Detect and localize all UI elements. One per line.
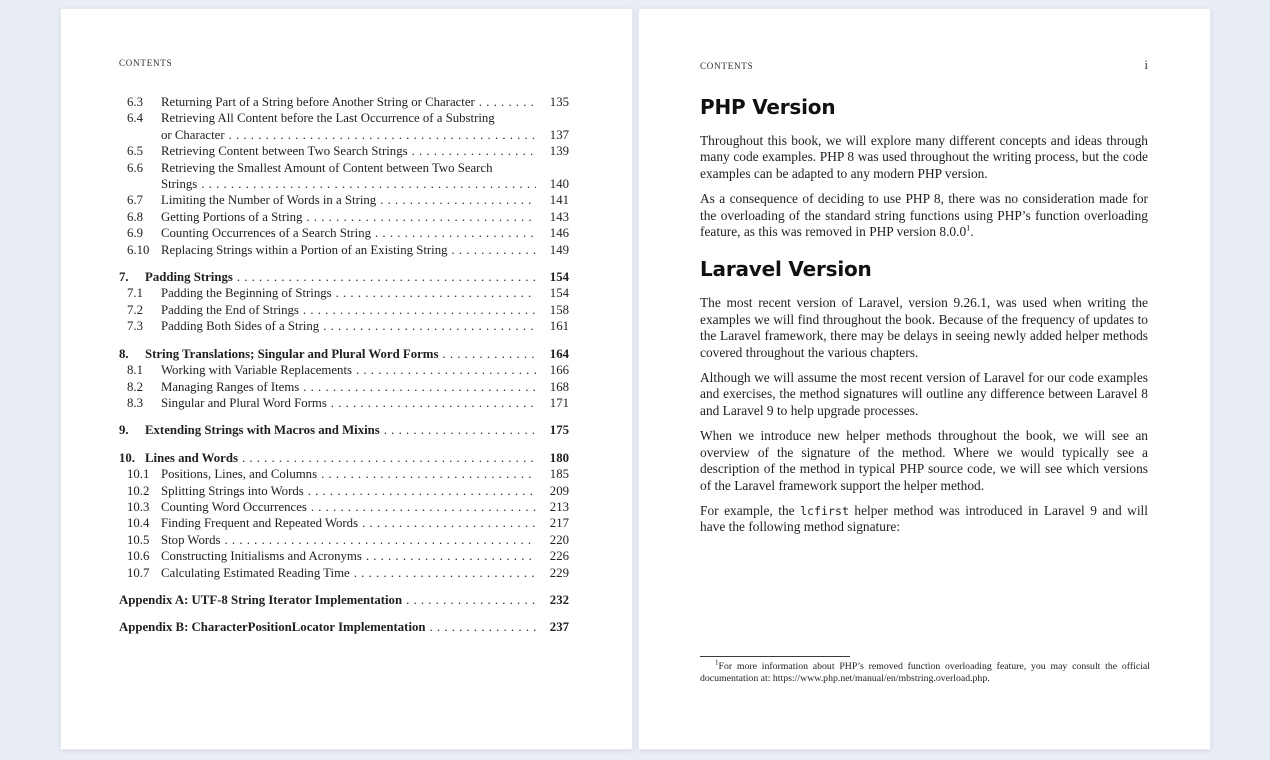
toc-group-appendix-a	[119, 592, 569, 608]
toc-entry	[119, 143, 569, 159]
toc-entry-page: 175	[549, 423, 569, 438]
footnote-body: For more information about PHP’s removed function overloading feature, you may consult the official documentation at: https://www.php.net/manual/en/mbstring.overload.php.	[700, 661, 1150, 684]
toc-entry-number: 6.10	[127, 242, 150, 257]
right-page	[638, 8, 1211, 750]
running-header	[700, 58, 1148, 73]
toc-chapter-entry	[119, 422, 569, 438]
toc-dot-leader	[225, 532, 536, 548]
toc-entry-page: 226	[549, 549, 569, 564]
toc-entry	[119, 565, 569, 581]
footnote-marker: 1	[715, 658, 719, 667]
toc-entry-page: 217	[549, 516, 569, 531]
toc-dot-leader	[306, 209, 536, 225]
toc-entry	[119, 483, 569, 499]
toc-entry-page: 158	[549, 302, 569, 317]
left-page	[60, 8, 633, 750]
toc-entry-title: Appendix A: UTF-8 String Iterator Implementation	[119, 592, 403, 607]
toc-dot-leader	[375, 225, 536, 241]
toc-entry-number: 7.1	[127, 286, 143, 301]
toc-dot-leader	[452, 242, 537, 258]
toc-entry-number: 8.	[119, 346, 129, 361]
toc-chapter-entry	[119, 450, 569, 466]
toc-entry	[119, 225, 569, 241]
toc-entry-number: 10.6	[127, 549, 150, 564]
footnote-text	[700, 658, 1150, 684]
toc-group-chapter-7	[119, 269, 569, 335]
toc-entry-title: Retrieving Content between Two Search Strings	[161, 144, 408, 159]
toc-entry-number: 8.3	[127, 395, 143, 410]
toc-group-chapter-6	[119, 94, 569, 258]
toc-dot-leader	[229, 127, 536, 143]
toc-dot-leader	[201, 176, 536, 192]
toc-group-chapter-9	[119, 422, 569, 438]
toc-entry-page: 154	[549, 270, 569, 285]
toc-dot-leader	[412, 143, 536, 159]
page-number: i	[1144, 58, 1148, 72]
toc-dot-leader	[242, 450, 536, 466]
toc-dot-leader	[321, 466, 536, 482]
toc-dot-leader	[366, 548, 536, 564]
toc-entry-page: 209	[549, 483, 569, 498]
toc-entry	[119, 160, 569, 193]
toc-entry-page: 229	[549, 565, 569, 580]
toc-entry-page: 232	[549, 592, 569, 607]
toc-entry-number: 9.	[119, 423, 129, 438]
toc-entry-title: Retrieving the Smallest Amount of Content between Two Search	[161, 160, 493, 175]
running-header-title: CONTENTS	[700, 61, 754, 71]
toc-entry-title-line2	[161, 176, 569, 192]
toc-entry-title: Padding the Beginning of Strings	[161, 286, 332, 301]
toc-entry-title: Limiting the Number of Words in a String	[161, 193, 377, 208]
paragraph	[700, 191, 1148, 240]
toc-dot-leader	[384, 422, 536, 438]
toc-entry-page: 139	[549, 144, 569, 159]
toc-entry	[119, 379, 569, 395]
paragraph: Throughout this book, we will explore many different concepts and ideas through many code examples. PHP 8 was used throughout the writing process, but the code examples can be adapted to any modern PHP version.	[700, 133, 1148, 181]
paragraph	[700, 503, 1148, 536]
toc-entry	[119, 192, 569, 208]
toc-entry-number: 10.	[119, 450, 135, 465]
toc-dot-leader	[336, 285, 536, 301]
toc-entry-page: 237	[549, 620, 569, 635]
toc-entry-number: 10.1	[127, 467, 150, 482]
toc-entry	[119, 362, 569, 378]
toc-entry-page: 149	[549, 242, 569, 257]
toc-entry	[119, 94, 569, 110]
toc-entry-title: Appendix B: CharacterPositionLocator Implementation	[119, 620, 426, 635]
toc-entry	[119, 499, 569, 515]
toc-entry	[119, 285, 569, 301]
toc-entry-number: 8.1	[127, 363, 143, 378]
toc-entry-title: Singular and Plural Word Forms	[161, 395, 327, 410]
toc-entry	[119, 548, 569, 564]
toc-entry-number: 10.3	[127, 499, 150, 514]
toc-entry-title-continued: or Character	[161, 127, 225, 142]
paragraph: Although we will assume the most recent version of Laravel for our code examples and exercises, the method signatures will outline any difference between Laravel 8 and Laravel 9 to help upgrade processes.	[700, 370, 1148, 418]
paragraph: The most recent version of Laravel, version 9.26.1, was used when writing the examples we will find throughout the book. Because of the frequency of updates to the Laravel framework, there may be delays in seeing newly added helper methods covered throughout the various chapters.	[700, 295, 1148, 360]
toc-entry-page: 213	[549, 499, 569, 514]
toc-entry	[119, 515, 569, 531]
toc-dot-leader	[430, 619, 536, 635]
toc-chapter-entry	[119, 346, 569, 362]
toc-entry-title: Counting Occurrences of a Search String	[161, 226, 372, 241]
paragraph-text: For example, the	[700, 502, 801, 518]
toc-entry-number: 10.7	[127, 565, 150, 580]
toc-entry-title: Retrieving All Content before the Last Occurrence of a Substring	[161, 111, 495, 126]
toc-entry-page: 171	[549, 395, 569, 410]
toc-entry-title: Lines and Words	[145, 450, 238, 465]
toc-entry-page: 154	[549, 286, 569, 301]
toc-entry-number: 7.3	[127, 319, 143, 334]
toc-entry	[119, 395, 569, 411]
toc-entry-page: 140	[549, 177, 569, 192]
toc-entry-page: 166	[549, 363, 569, 378]
toc-group-chapter-8	[119, 346, 569, 412]
toc-entry-page: 141	[549, 193, 569, 208]
table-of-contents	[119, 94, 569, 636]
toc-entry	[119, 110, 569, 143]
toc-entry-title: Positions, Lines, and Columns	[161, 467, 318, 482]
toc-entry	[119, 532, 569, 548]
toc-dot-leader	[380, 192, 536, 208]
toc-entry	[119, 466, 569, 482]
toc-entry-number: 6.4	[127, 111, 143, 126]
toc-dot-leader	[331, 395, 536, 411]
toc-group-chapter-10	[119, 450, 569, 581]
toc-entry	[119, 318, 569, 334]
toc-entry-page: 164	[549, 346, 569, 361]
toc-entry-number: 6.9	[127, 226, 143, 241]
toc-entry-title-block	[161, 160, 569, 193]
section-heading-laravel-version: Laravel Version	[700, 257, 872, 282]
toc-entry-title: Constructing Initialisms and Acronyms	[161, 549, 362, 564]
toc-entry-title: Getting Portions of a String	[161, 209, 303, 224]
toc-entry-title: Stop Words	[161, 532, 221, 547]
paragraph: When we introduce new helper methods throughout the book, we will see an overview of the signature of the method. Where we would typically see a description of the method in typical PHP source code, we will see which versions of the Laravel framework support the helper method.	[700, 428, 1148, 493]
paragraph-text: .	[970, 224, 974, 240]
toc-entry-title: Calculating Estimated Reading Time	[161, 565, 350, 580]
footnote-rule	[700, 656, 850, 657]
toc-entry-title: Returning Part of a String before Another String or Character	[161, 95, 475, 109]
toc-entry	[119, 209, 569, 225]
toc-dot-leader	[362, 515, 536, 531]
toc-entry-title-continued: Strings	[161, 177, 198, 192]
toc-entry-title: Finding Frequent and Repeated Words	[161, 516, 359, 531]
toc-entry-number: 10.2	[127, 483, 150, 498]
page-body	[700, 96, 1148, 536]
toc-entry-number: 7.	[119, 270, 129, 285]
running-header-title: CONTENTS	[119, 58, 173, 68]
toc-dot-leader	[303, 302, 536, 318]
toc-dot-leader	[237, 269, 536, 285]
toc-chapter-entry	[119, 269, 569, 285]
toc-entry-page: 143	[549, 209, 569, 224]
toc-entry-title: Padding the End of Strings	[161, 302, 299, 317]
toc-entry-title: Replacing Strings within a Portion of an Existing String	[161, 242, 448, 257]
toc-entry-number: 6.6	[127, 160, 143, 175]
toc-dot-leader	[311, 499, 536, 515]
toc-entry-number: 10.5	[127, 532, 150, 547]
toc-entry-number: 7.2	[127, 302, 143, 317]
toc-entry-number: 8.2	[127, 379, 143, 394]
toc-entry-number: 6.7	[127, 193, 143, 208]
toc-dot-leader	[308, 483, 536, 499]
toc-entry-number: 6.5	[127, 144, 143, 159]
toc-entry-page: 135	[549, 95, 569, 109]
toc-entry	[119, 242, 569, 258]
toc-entry	[119, 302, 569, 318]
toc-entry-title: Padding Both Sides of a String	[161, 319, 320, 334]
toc-entry-title: String Translations; Singular and Plural Word Forms	[145, 346, 439, 361]
toc-entry-title: Padding Strings	[145, 270, 233, 285]
inline-code: lcfirst	[800, 503, 849, 518]
toc-entry-page: 161	[549, 319, 569, 334]
toc-entry-page: 146	[549, 226, 569, 241]
toc-dot-leader	[354, 565, 536, 581]
toc-entry-page: 185	[549, 467, 569, 482]
toc-dot-leader	[479, 94, 536, 110]
toc-dot-leader	[303, 379, 536, 395]
toc-dot-leader	[323, 318, 536, 334]
toc-entry-number: 6.3	[127, 95, 143, 109]
toc-entry-title-block	[161, 110, 569, 143]
toc-appendix-entry	[119, 592, 569, 608]
toc-appendix-entry	[119, 619, 569, 635]
toc-entry-number: 10.4	[127, 516, 150, 531]
paragraph-text: As a consequence of deciding to use PHP 8, there was no consideration made for the overloading of the standard string functions using PHP’s function overloading feature, as this was removed in PHP version 8.0.0	[700, 191, 1148, 240]
toc-entry-title: Extending Strings with Macros and Mixins	[145, 423, 380, 438]
toc-entry-page: 180	[549, 450, 569, 465]
footnote-reference: 1	[966, 222, 971, 233]
toc-entry-title: Counting Word Occurrences	[161, 499, 307, 514]
toc-entry-title: Working with Variable Replacements	[161, 363, 352, 378]
footnote	[700, 656, 1150, 684]
toc-dot-leader	[442, 346, 536, 362]
toc-entry-number: 6.8	[127, 209, 143, 224]
toc-entry-title: Splitting Strings into Words	[161, 483, 304, 498]
toc-group-appendix-b	[119, 619, 569, 635]
toc-entry-title-line2	[161, 127, 569, 143]
toc-entry-page: 168	[549, 379, 569, 394]
running-header	[119, 58, 569, 68]
toc-dot-leader	[406, 592, 536, 608]
section-heading-php-version: PHP Version	[700, 95, 836, 119]
paragraph-text: helper method was introduced in Laravel 9 and will have the following method signature:	[700, 502, 1148, 535]
toc-entry-page: 137	[549, 127, 569, 142]
toc-dot-leader	[356, 362, 536, 378]
toc-entry-title: Managing Ranges of Items	[161, 379, 300, 394]
toc-entry-page: 220	[549, 532, 569, 547]
